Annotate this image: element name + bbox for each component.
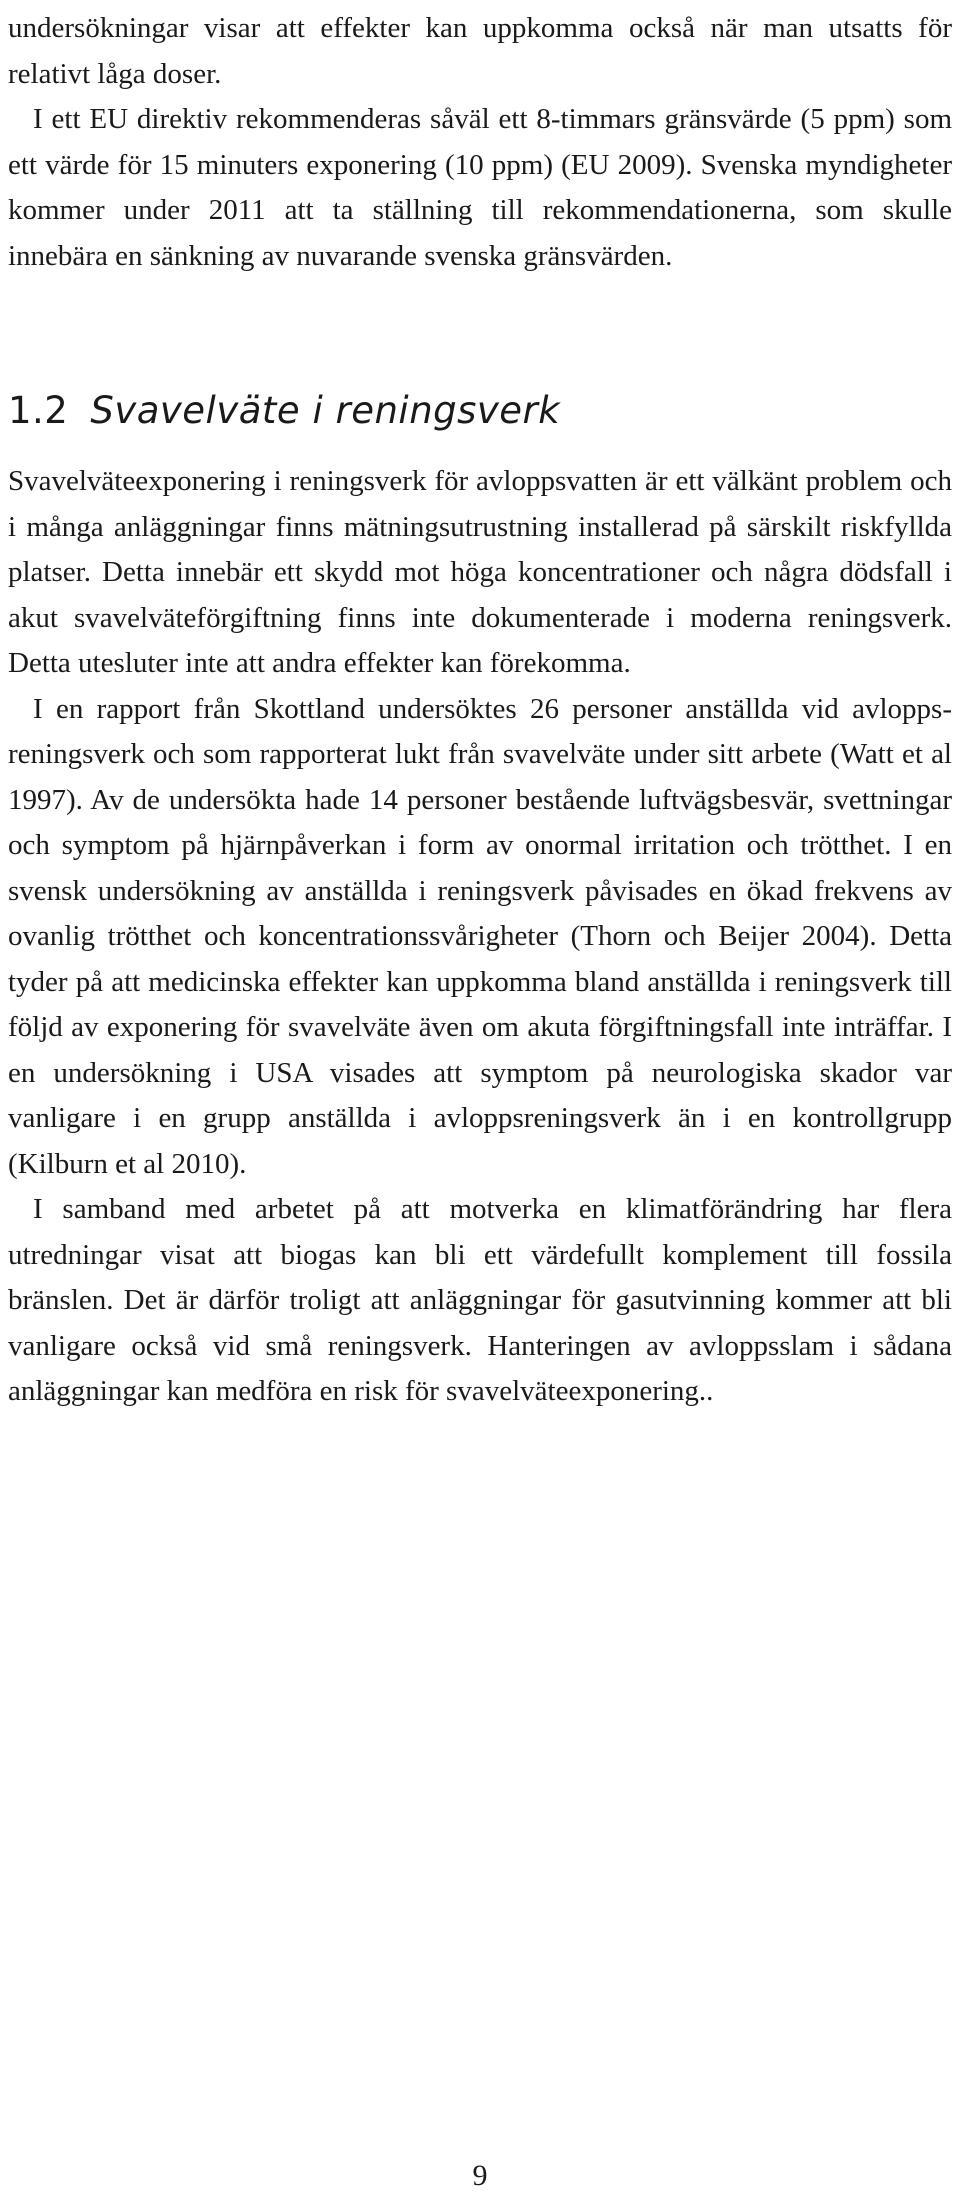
section-number: 1.2 — [8, 389, 69, 432]
section-title: Svavelväte i reningsverk — [90, 389, 561, 432]
intro-paragraph-2: I ett EU direktiv rekommenderas såväl ett 8-timmars gränsvärde (5 ppm) som ett värde för 15 minuters exponering (10 ppm) (EU 2009). Svenska myndigheter kommer under 2011 att ta ställning till rekommendationerna, som skulle innebära en sänkning av nuvarande svenska gränsvärden. — [8, 103, 952, 272]
section-paragraph-2: I en rapport från Skottland undersöktes 26 personer anställda vid avloppsreningsverk och som rapporterat lukt från svavelväte under sitt arbete (Watt et al 1997). Av de undersökta hade 14 personer bestående luftvägsbesvär, svettningar och symptom på hjärnpåverkan i form av onormal irritation och trötthet. I en svensk undersökning av anställda i reningsverk påvisades en ökad frekvens av ovanlig trötthet och koncentrationssvårigheter (Thorn och Beijer 2004). Detta tyder på att medicinska effekter kan uppkomma bland anställda i reningsverk till följd av exponering för svavelväte även om akuta förgiftningsfall inte inträffar. I en undersökning i USA visades att symptom på neurologiska skador var vanligare i en grupp anställda i avloppsreningsverk än i en kontrollgrupp (Kilburn et al 2010). — [8, 692, 952, 1180]
document-page — [8, 0, 952, 1415]
section-heading — [8, 389, 952, 433]
section-body — [8, 459, 952, 1415]
section-paragraph-3: I samband med arbetet på att motverka en klimatförändring har flera utredningar visat att biogas kan bli ett värdefullt komplement till fossila bränslen. Det är därför troligt att anläggningar för gasutvinning kommer att bli vanligare också vid små reningsverk. Hanteringen av avloppsslam i sådana anläggningar kan medföra en risk för svavelväteexponering.. — [8, 1193, 952, 1407]
intro-section — [8, 0, 952, 279]
intro-paragraph-1: undersökningar visar att effekter kan uppkomma också när man utsatts för relativt låga doser. — [8, 12, 952, 90]
page-number: 9 — [472, 2159, 488, 2192]
section-paragraph-1: Svavelväteexponering i reningsverk för avloppsvatten är ett välkänt problem och i många anläggningar finns mätningsutrustning installerad på särskilt riskfyllda platser. Detta innebär ett skydd mot höga koncentrationer och några dödsfall i akut svavelväteförgiftning finns inte dokumenterade i moderna reningsverk. Detta utesluter inte att andra effekter kan förekomma. — [8, 465, 952, 679]
